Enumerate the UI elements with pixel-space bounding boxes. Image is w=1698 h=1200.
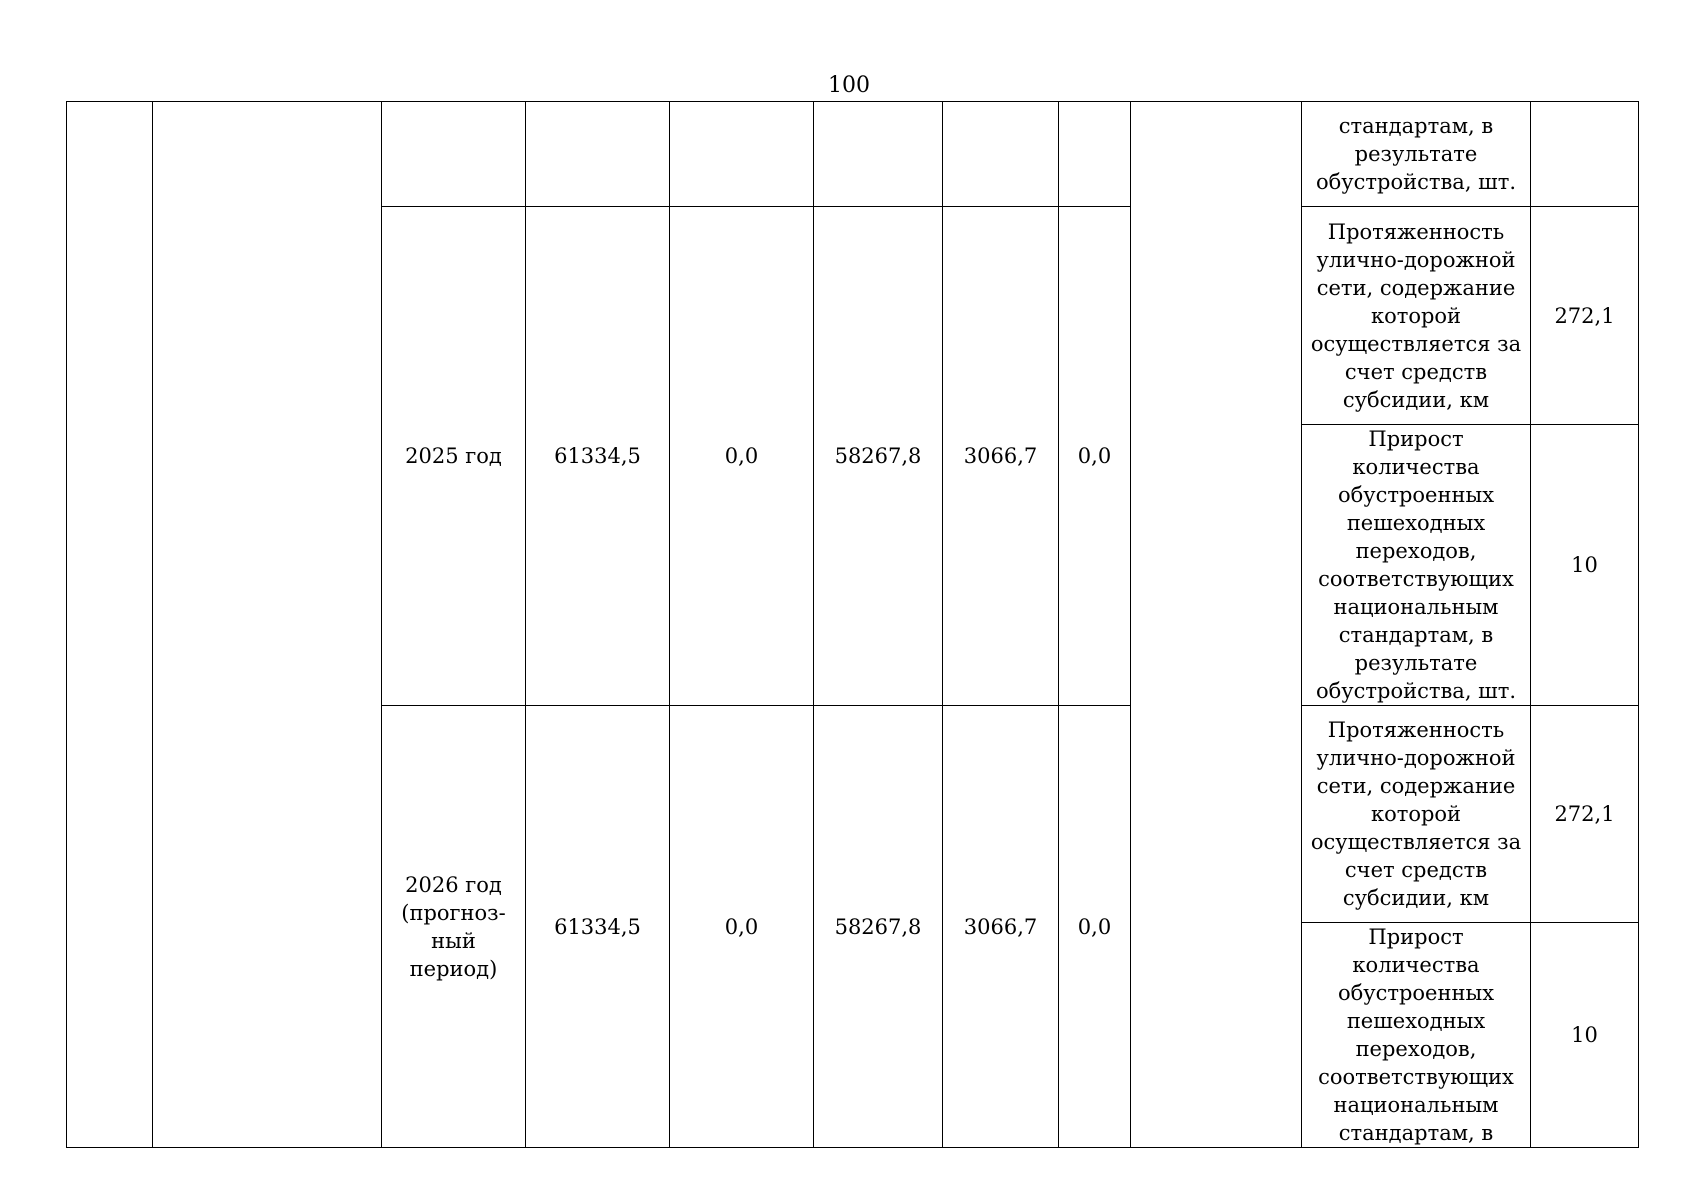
indicator-name-cell: Прирост количества обустроенных пешеходных переходов, соответствующих национальным стандартам, в результате обустройства, шт. (1302, 425, 1531, 706)
federal-budget-cell: 0,0 (670, 207, 814, 706)
page-number: 100 (828, 73, 870, 98)
regional-budget-cell: 58267,8 (814, 706, 943, 1148)
other-sources-cell (1059, 102, 1131, 207)
number-cell (67, 102, 153, 1148)
indicator-value-cell: 10 (1531, 425, 1639, 706)
other-sources-cell: 0,0 (1059, 207, 1131, 706)
year-cell: 2025 год (382, 207, 526, 706)
other-sources-cell: 0,0 (1059, 706, 1131, 1148)
year-cell (382, 102, 526, 207)
year-cell: 2026 год (прогноз-ный период) (382, 706, 526, 1148)
indicator-name-cell: Протяженность улично-дорожной сети, содержание которой осуществляется за счет средств субсидии, км (1302, 706, 1531, 923)
federal-budget-cell (670, 102, 814, 207)
regional-budget-cell: 58267,8 (814, 207, 943, 706)
regional-budget-cell (814, 102, 943, 207)
program-funding-table (66, 101, 1639, 1148)
total-cell: 61334,5 (526, 207, 670, 706)
indicator-value-cell: 272,1 (1531, 706, 1639, 923)
table-row (67, 102, 1639, 207)
local-budget-cell: 3066,7 (943, 207, 1059, 706)
local-budget-cell: 3066,7 (943, 706, 1059, 1148)
measure-name-cell (153, 102, 382, 1148)
total-cell: 61334,5 (526, 706, 670, 1148)
indicator-value-cell: 10 (1531, 923, 1639, 1148)
indicator-name-cell: Протяженность улично-дорожной сети, содержание которой осуществляется за счет средств субсидии, км (1302, 207, 1531, 425)
indicator-name-cell: Прирост количества обустроенных пешеходных переходов, соответствующих национальным стандартам, в (1302, 923, 1531, 1148)
indicator-value-cell: 272,1 (1531, 207, 1639, 425)
indicator-name-cell: стандартам, в результате обустройства, шт. (1302, 102, 1531, 207)
executor-cell (1131, 102, 1302, 1148)
indicator-value-cell (1531, 102, 1639, 207)
local-budget-cell (943, 102, 1059, 207)
federal-budget-cell: 0,0 (670, 706, 814, 1148)
total-cell (526, 102, 670, 207)
